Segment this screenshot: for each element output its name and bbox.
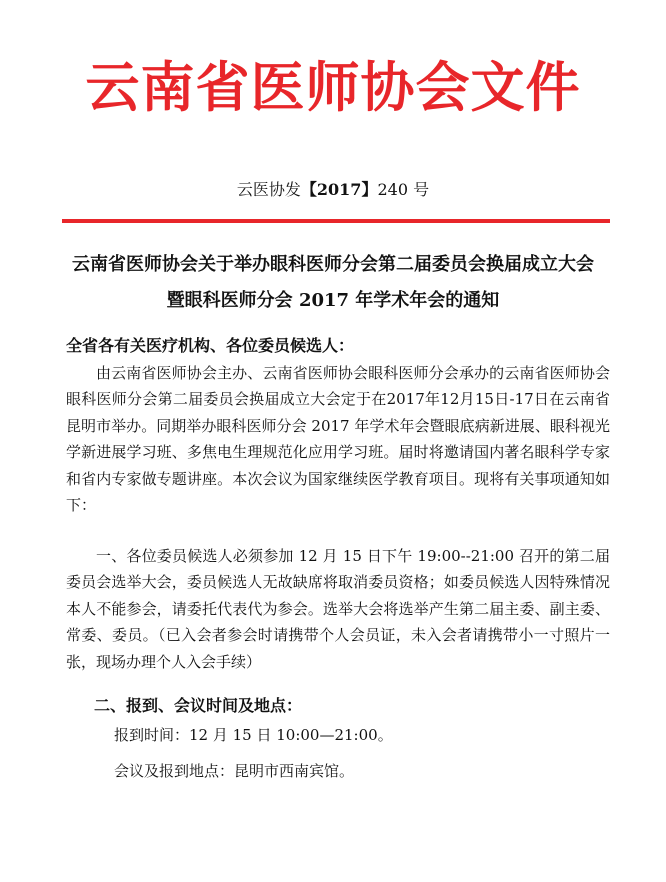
registration-time: 报到时间：12 月 15 日 10:00—21:00。 bbox=[114, 726, 393, 744]
section-heading-registration: 二、报到、会议时间及地点： bbox=[94, 696, 303, 715]
addressee: 全省各有关医疗机构、各位委员候选人： bbox=[66, 336, 355, 355]
org-header-title: 云南省医师协会文件 bbox=[85, 55, 581, 119]
doc-number-prefix: 云医协发 bbox=[236, 180, 301, 199]
red-divider-line bbox=[62, 219, 610, 223]
notice-title-line-2: 暨眼科医师分会 2017 年学术年会的通知 bbox=[166, 290, 500, 311]
notice-title-line-1: 云南省医师协会关于举办眼科医师分会第二届委员会换届成立大会 bbox=[72, 254, 594, 275]
meeting-location: 会议及报到地点：昆明市西南宾馆。 bbox=[114, 762, 355, 780]
doc-number-value: 240 bbox=[377, 180, 408, 199]
doc-number-year: 【2017】 bbox=[300, 180, 378, 199]
body-paragraph-intro: 由云南省医师协会主办、云南省医师协会眼科医师分会承办的云南省医师协会眼科医师分会第二届委员会换届成立大会定于在2017年12月15日-17日在云南省昆明市举办。同期举办眼科医师分会 2017 年学术年会暨眼底病新进展、眼科视光学新进展学习班、多焦电生理规范化应用学习班。届时将邀请国内著名眼科学专家和省内专家做专题讲座。本次会议为国家继续医学教育项目。现将有关事项通知如下： bbox=[66, 364, 610, 515]
document-number bbox=[0, 178, 666, 202]
body-paragraph-item-1: 一、各位委员候选人必须参加 12 月 15 日下午 19:00--21:00 召开的第二届委员会选举大会，委员候选人无故缺席将取消委员资格；如委员候选人因特殊情况本人不能参会，请委托代表代为参会。选举大会将选举产生第二届主委、副主委、常委、委员。（已入会者参会时请携带个人会员证，未入会者请携带小一寸照片一张，现场办理个人入会手续） bbox=[66, 547, 610, 671]
doc-number-suffix: 号 bbox=[413, 180, 430, 199]
